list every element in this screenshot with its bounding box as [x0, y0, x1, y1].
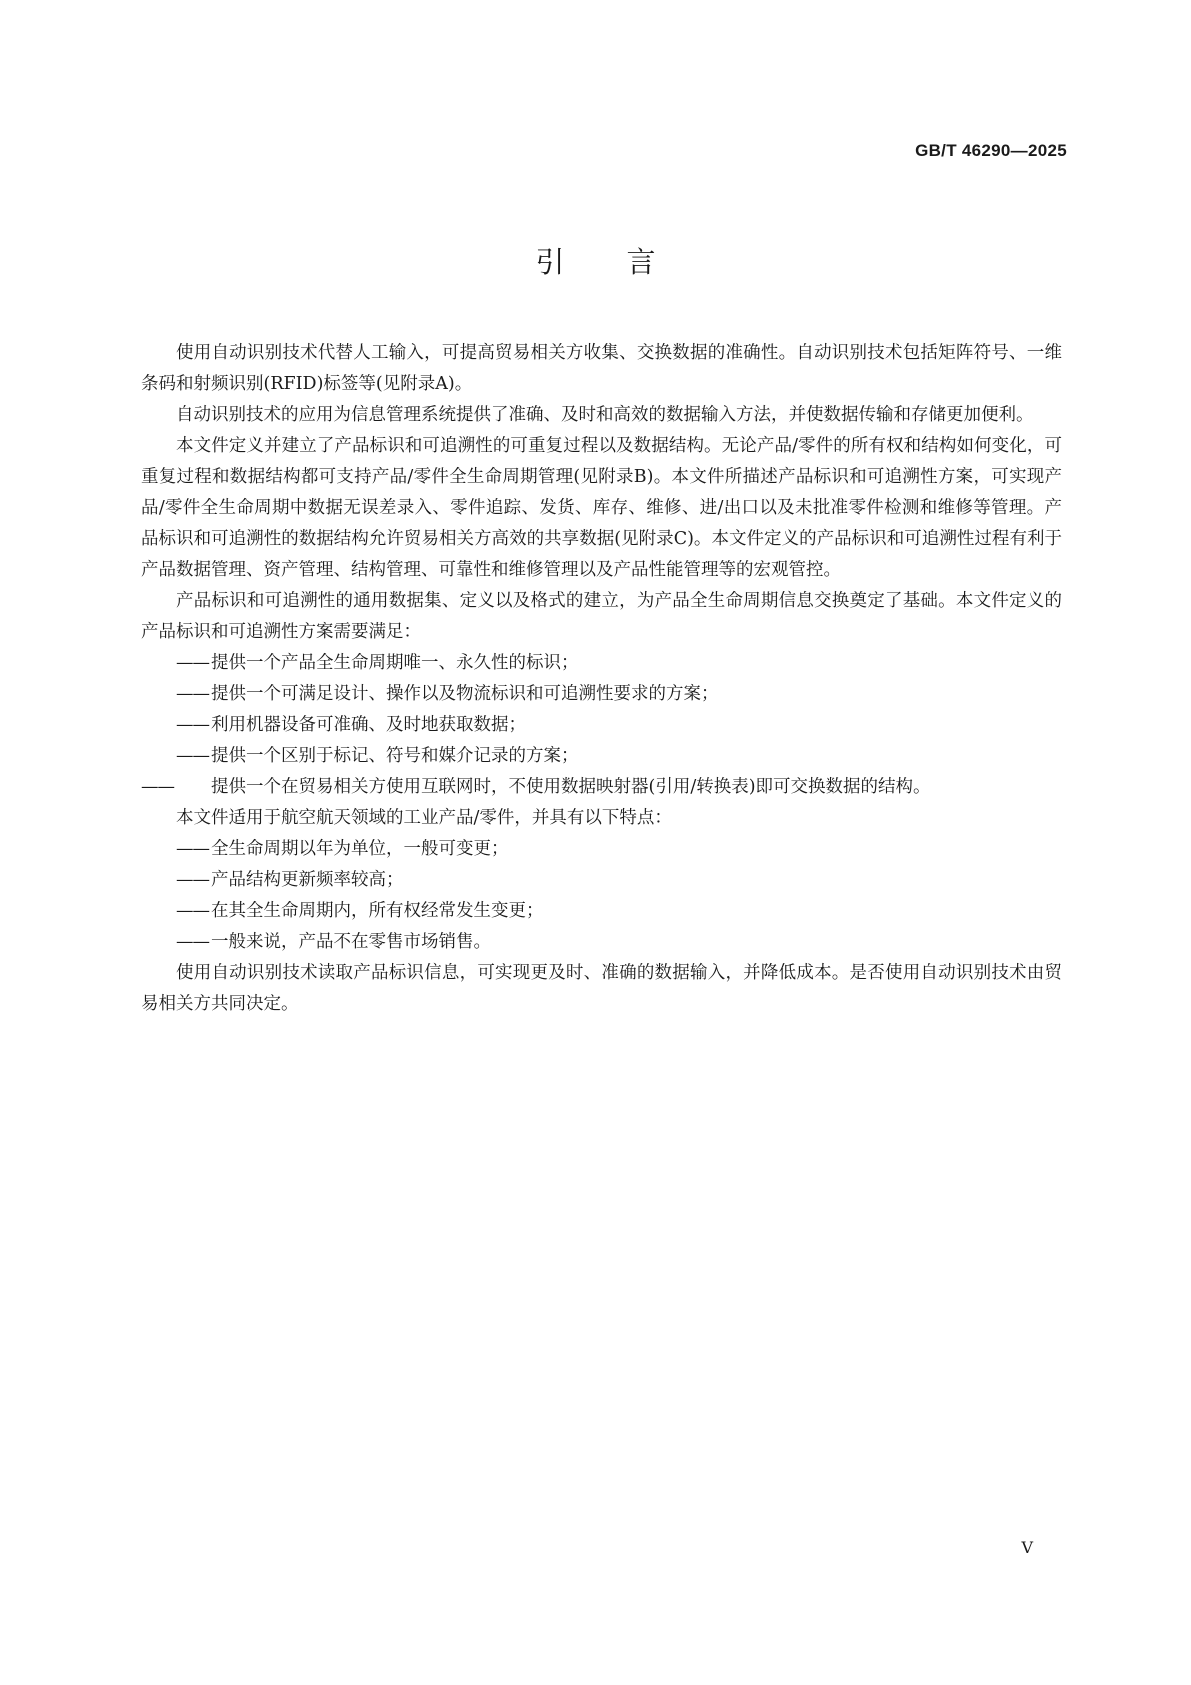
- paragraph-intro-4: 产品标识和可追溯性的通用数据集、定义以及格式的建立，为产品全生命周期信息交换奠定了基础。本文件定义的产品标识和可追溯性方案需要满足：: [141, 591, 1062, 642]
- list-dash: ——: [141, 777, 174, 797]
- list-dash: ——: [176, 653, 209, 673]
- characteristic-list-item: [141, 896, 1062, 927]
- paragraph-intro-1: 使用自动识别技术代替人工输入，可提高贸易相关方收集、交换数据的准确性。自动识别技术包括矩阵符号、一维条码和射频识别(RFID)标签等(见附录A)。: [141, 343, 1062, 394]
- requirement-list-item: [141, 679, 1062, 710]
- list-item-text: 提供一个在贸易相关方使用互联网时，不使用数据映射器(引用/转换表)即可交换数据的结构。: [211, 777, 931, 797]
- characteristic-list-item: [141, 865, 1062, 896]
- requirement-list-item: [141, 648, 1062, 679]
- list-item-text: 在其全生命周期内，所有权经常发生变更；: [211, 901, 544, 921]
- list-item-text: 全生命周期以年为单位，一般可变更；: [211, 839, 509, 859]
- list-item-text: 产品结构更新频率较高；: [211, 870, 404, 890]
- document-body: [141, 338, 1062, 1020]
- characteristic-list-item: [141, 927, 1062, 958]
- characteristic-list-item: [141, 834, 1062, 865]
- list-item-text: 提供一个区别于标记、符号和媒介记录的方案；: [211, 746, 579, 766]
- list-item-text: 提供一个可满足设计、操作以及物流标识和可追溯性要求的方案；: [211, 684, 719, 704]
- page-number: V: [1021, 1538, 1033, 1557]
- list-dash: ——: [176, 715, 209, 735]
- paragraph-intro-2: 自动识别技术的应用为信息管理系统提供了准确、及时和高效的数据输入方法，并使数据传输和存储更加便利。: [176, 405, 1034, 425]
- list-item-text: 利用机器设备可准确、及时地获取数据；: [211, 715, 526, 735]
- paragraph-intro-5: 本文件适用于航空航天领域的工业产品/零件，并具有以下特点：: [176, 808, 672, 828]
- requirement-list-item: [141, 741, 1062, 772]
- list-item-text: 提供一个产品全生命周期唯一、永久性的标识；: [211, 653, 579, 673]
- paragraph-intro-3: 本文件定义并建立了产品标识和可追溯性的可重复过程以及数据结构。无论产品/零件的所有权和结构如何变化，可重复过程和数据结构都可支持产品/零件全生命周期管理(见附录B)。本文件所描述产品标识和可追溯性方案，可实现产品/零件全生命周期中数据无误差录入、零件追踪、发货、库存、维修、进/出口以及未批准零件检测和维修等管理。产品标识和可追溯性的数据结构允许贸易相关方高效的共享数据(见附录C)。本文件定义的产品标识和可追溯性过程有利于产品数据管理、资产管理、结构管理、可靠性和维修管理以及产品性能管理等的宏观管控。: [141, 436, 1062, 580]
- paragraph-intro-6: 使用自动识别技术读取产品标识信息，可实现更及时、准确的数据输入，并降低成本。是否使用自动识别技术由贸易相关方共同决定。: [141, 963, 1062, 1014]
- list-dash: ——: [176, 932, 209, 952]
- list-dash: ——: [176, 901, 209, 921]
- list-dash: ——: [176, 839, 209, 859]
- requirement-list-item: [141, 710, 1062, 741]
- page-title: 引言: [535, 245, 718, 279]
- list-dash: ——: [176, 870, 209, 890]
- requirement-list-item: [141, 772, 1062, 803]
- list-dash: ——: [176, 746, 209, 766]
- list-dash: ——: [176, 684, 209, 704]
- standard-number: GB/T 46290—2025: [915, 141, 1067, 160]
- list-item-text: 一般来说，产品不在零售市场销售。: [211, 932, 491, 952]
